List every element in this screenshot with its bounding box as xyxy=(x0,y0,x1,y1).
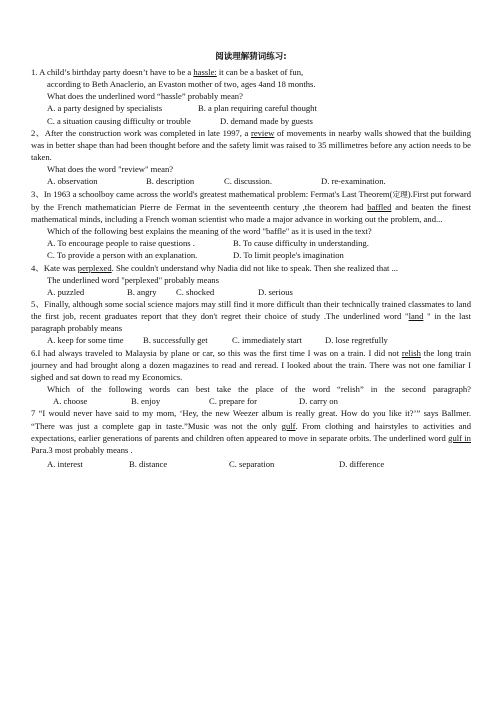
q2-text-pre: 2、After the construction work was completed in late 1997, a xyxy=(31,127,251,138)
q6-question-with-options xyxy=(31,383,471,407)
q3-options-row1 xyxy=(31,237,471,249)
page-title: 阅读理解猜词练习: xyxy=(215,52,287,62)
q7-underlined-word: gulf xyxy=(281,420,296,431)
q4-question: The underlined word "perplexed" probably means xyxy=(47,274,219,285)
q1-text-pre: 1. A child’s birthday party doesn’t have to be a xyxy=(31,67,194,77)
q7-options xyxy=(31,458,471,470)
q1-passage-line1 xyxy=(31,66,471,78)
q5-option-b[interactable]: B. successfully get xyxy=(143,335,208,346)
q1-options-row2 xyxy=(31,115,471,127)
q5-options xyxy=(31,334,471,346)
q2-underlined-word: review xyxy=(250,127,275,138)
q1-option-c[interactable]: C. a situation causing difficulty or trouble xyxy=(47,115,191,126)
q6-option-d[interactable]: D. carry on xyxy=(299,396,338,407)
q4-option-c[interactable]: C. shocked xyxy=(176,286,215,297)
q6-option-a[interactable]: A. choose xyxy=(53,396,88,407)
q6-text-post: the long train journey and had brought along a dozen magazines to read and reread. I looked about the train. There was not one familiar I sighed and sat down to read my Economics. xyxy=(31,347,471,382)
document-body xyxy=(31,66,471,470)
q3-underlined-word: baffled xyxy=(367,201,392,212)
q5-text-pre: 5、Finally, although some social science majors may still find it more difficult than their technically trained classmates to land the first job, recent graduates report that they don't regret their choice of study .The underlined word " xyxy=(31,298,471,322)
q1-option-d[interactable]: D. demand made by guests xyxy=(220,115,313,126)
q2-text-post: of movements in nearby walls showed that the building was in better shape than had been thought before and the safety limit was raised to 35 millimetres before any action needs to be taken. xyxy=(31,127,472,163)
q4-text-post: . She couldn't understand why Nadia did not like to speak. Then she realized that ... xyxy=(111,262,399,273)
q4-option-a[interactable]: A. puzzled xyxy=(47,286,85,297)
q2-option-b[interactable]: B. description xyxy=(146,176,195,187)
q1-option-a[interactable]: A. a party designed by specialists xyxy=(47,103,163,114)
q7-option-a[interactable]: A. interest xyxy=(47,459,83,469)
q2-option-a[interactable]: A. observation xyxy=(47,176,98,187)
q4-options xyxy=(31,286,471,298)
q7-text-post: Para.3 most probably means . xyxy=(31,444,133,455)
q5-passage xyxy=(31,298,471,334)
q3-options-row2 xyxy=(31,249,471,261)
q7-underlined-word-2: gulf in xyxy=(448,432,471,443)
q4-text-pre: 4、Kate was xyxy=(31,262,78,273)
q2-option-d[interactable]: D. re-examination. xyxy=(321,176,386,187)
q1-underlined-word: hassle: xyxy=(193,67,217,77)
q2-passage xyxy=(31,127,471,163)
q7-text-pre: 7 “I would never have said to my mom, ‘Hey, the new Weezer album is really great. How do you like it?’” says Ballmer. “There was just a complete gap in taste.”Music was not the only xyxy=(31,408,471,431)
q3-passage xyxy=(31,188,471,225)
q1-question: What does the underlined word “hassle” probably mean? xyxy=(47,91,243,102)
q7-passage xyxy=(31,407,471,456)
q7-option-b[interactable]: B. distance xyxy=(129,459,168,469)
q3-text-post: and beaten the finest mathematical minds, including a French woman scientist who made a major advance in working out the problem, and... xyxy=(31,201,471,224)
q5-option-c[interactable]: C. immediately start xyxy=(232,335,302,346)
q4-underlined-word: perplexed xyxy=(77,262,112,273)
q1-text-post: it can be a basket of fun, xyxy=(216,67,304,77)
q3-option-c[interactable]: C. To provide a person with an explanation. xyxy=(47,250,198,261)
q7-option-d[interactable]: D. difference xyxy=(339,459,385,469)
q5-text-post: " in the last paragraph probably means xyxy=(31,311,471,334)
q7-text-mid: . From clothing and hairstyles to activities and expectations, earlier generations of parents and children often appeared to move in separate orbits. The underlined word xyxy=(31,420,472,443)
q3-chinese-gloss: 定理 xyxy=(392,189,408,199)
q2-options xyxy=(31,175,471,187)
q4-option-b[interactable]: B. angry xyxy=(127,286,157,297)
q5-option-d[interactable]: D. lose regretfully xyxy=(325,335,388,346)
q1-passage-line2: according to Beth Anaclerio, an Evaston mother of two, ages 4and 18 months. xyxy=(47,79,316,90)
q3-text-mid: ).First put forward by the French mathematician Pierre de Fermat in the seventeenth century ,the theorem had xyxy=(31,188,471,212)
q5-option-a[interactable]: A. keep for some time xyxy=(47,335,124,346)
q3-option-d[interactable]: D. To limit people's imagination xyxy=(233,250,344,261)
q3-question: Which of the following best explains the meaning of the word "baffle" as it is used in the text? xyxy=(47,226,372,237)
q6-question: Which of the following words can best take the place of the word “relish” in the second paragraph? xyxy=(47,384,471,395)
q7-option-c[interactable]: C. separation xyxy=(229,459,275,469)
q3-text-pre: 3、In 1963 a schoolboy came across the world's greatest mathematical problem: Fermat's Last Theorem( xyxy=(31,188,393,199)
q5-underlined-word: land xyxy=(408,311,424,322)
q1-options-row1 xyxy=(31,102,471,114)
q1-option-b[interactable]: B. a plan requiring careful thought xyxy=(198,103,317,114)
q6-option-b[interactable]: B. enjoy xyxy=(131,396,161,407)
q4-passage xyxy=(31,262,471,274)
q2-question: What does the word "review" mean? xyxy=(47,164,174,175)
q2-option-c[interactable]: C. discussion. xyxy=(224,176,272,187)
q6-passage xyxy=(31,347,471,383)
q6-text-pre: 6.I had always traveled to Malaysia by plane or car, so this was the first time I was on a train. I did not xyxy=(31,347,402,358)
q6-underlined-word: relish xyxy=(401,347,421,358)
q3-option-b[interactable]: B. To cause difficulty in understanding. xyxy=(233,238,369,249)
q4-option-d[interactable]: D. serious xyxy=(258,286,293,297)
q3-option-a[interactable]: A. To encourage people to raise questions . xyxy=(47,238,195,249)
q6-option-c[interactable]: C. prepare for xyxy=(209,396,257,407)
